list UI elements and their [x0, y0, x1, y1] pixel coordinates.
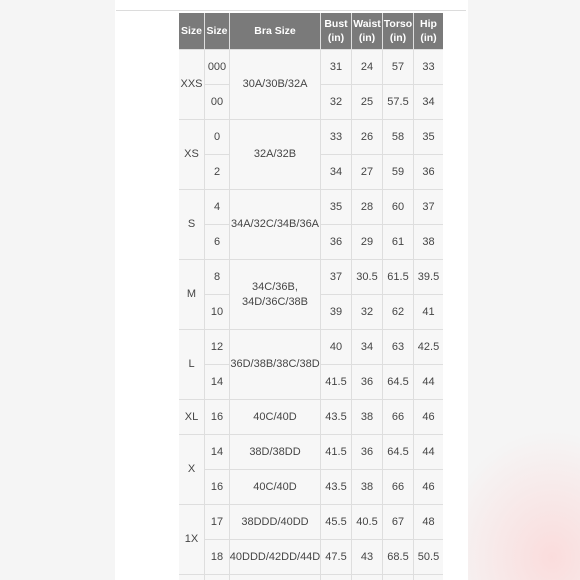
- waist-value: 26: [360, 130, 374, 143]
- bust-value: 36: [329, 235, 343, 248]
- hip-cell: [414, 540, 443, 574]
- torso-value: 61.5: [387, 270, 409, 283]
- bust-value: 43.5: [325, 480, 347, 493]
- size-letter: XXS: [180, 78, 203, 91]
- size-number: 14: [210, 375, 224, 388]
- size-letter-cell: [179, 330, 204, 399]
- column-header-size-letter: [179, 13, 204, 49]
- hip-cell: [414, 505, 443, 539]
- hip-value: 42.5: [417, 340, 440, 353]
- bust-value: 41.5: [325, 445, 347, 458]
- torso-value: 66: [391, 410, 405, 423]
- size-letter-cell: [179, 260, 204, 329]
- column-header-unit: (in): [389, 32, 407, 44]
- waist-value: 32: [360, 305, 374, 318]
- column-header-line: Bra Size: [254, 24, 296, 37]
- torso-value: 61: [391, 235, 405, 248]
- bra-size: 38DDD/40DD: [241, 515, 309, 528]
- size-number: 10: [210, 305, 224, 318]
- size-letter-cell: [179, 190, 204, 259]
- size-letter: 1X: [184, 533, 199, 546]
- torso-value: 59: [391, 165, 405, 178]
- hip-value: 41: [422, 305, 435, 318]
- waist-cell: [352, 260, 382, 294]
- waist-value: 29: [360, 235, 374, 248]
- column-header-text: [353, 17, 381, 45]
- waist-value: 30.5: [356, 270, 378, 283]
- waist-cell: [352, 365, 382, 399]
- torso-cell: [383, 505, 413, 539]
- column-header-unit: (in): [327, 32, 345, 44]
- torso-value: 60: [391, 200, 405, 213]
- bra-size-cell: [230, 330, 320, 399]
- bust-cell: [321, 260, 351, 294]
- torso-cell: [383, 120, 413, 154]
- torso-cell: [383, 295, 413, 329]
- hip-value: 50.5: [417, 550, 440, 563]
- hip-value: 34: [422, 95, 435, 108]
- size-number: 12: [210, 340, 224, 353]
- bust-cell: [321, 505, 351, 539]
- hip-cell: [414, 435, 443, 469]
- waist-value: 36: [360, 375, 374, 388]
- size-letter-cell: [179, 50, 204, 119]
- size-number-cell: [205, 50, 229, 84]
- size-number-cell: [205, 470, 229, 504]
- torso-value: 64.5: [387, 375, 409, 388]
- bust-value: 43.5: [325, 410, 347, 423]
- torso-cell: [383, 435, 413, 469]
- waist-value: 43: [360, 550, 374, 563]
- size-letter: L: [188, 358, 195, 371]
- size-number-cell: [205, 400, 229, 434]
- size-number-cell: [205, 505, 229, 539]
- column-header-hip: [414, 13, 443, 49]
- hip-cell: [414, 225, 443, 259]
- torso-cell: [383, 400, 413, 434]
- bust-cell: [321, 225, 351, 259]
- column-header-line: Waist: [353, 17, 381, 30]
- column-header-size-number: [205, 13, 229, 49]
- hip-value: 35: [422, 130, 435, 143]
- hip-value: 46: [422, 410, 435, 423]
- hip-value: 38: [422, 235, 435, 248]
- size-number-cell: [205, 225, 229, 259]
- torso-cell: [383, 50, 413, 84]
- bust-value: 40: [329, 340, 343, 353]
- table-row-partial: [205, 575, 229, 580]
- waist-value: 28: [360, 200, 374, 213]
- torso-cell: [383, 260, 413, 294]
- size-number-cell: [205, 85, 229, 119]
- size-number-cell: [205, 365, 229, 399]
- table-row-partial: [321, 575, 351, 580]
- size-number: 4: [213, 200, 221, 213]
- table-row-partial: [230, 575, 320, 580]
- size-letter-cell: [179, 120, 204, 189]
- torso-value: 58: [391, 130, 405, 143]
- bra-size-cell: [230, 435, 320, 469]
- hip-cell: [414, 400, 443, 434]
- hip-cell: [414, 50, 443, 84]
- size-number: 2: [213, 165, 221, 178]
- size-number: 8: [213, 270, 221, 283]
- bra-size: 40DDD/42DD/44D: [229, 550, 321, 563]
- bust-value: 47.5: [325, 550, 347, 563]
- left-margin: [0, 0, 115, 580]
- bra-size: 34C/36B, 34D/36C/38B: [241, 280, 309, 308]
- torso-value: 57: [391, 60, 405, 73]
- waist-value: 40.5: [356, 515, 378, 528]
- bra-size-cell: [230, 190, 320, 259]
- table-row-partial: [179, 575, 204, 580]
- size-chart-table: [179, 13, 443, 580]
- torso-cell: [383, 330, 413, 364]
- column-header-waist: [352, 13, 382, 49]
- table-row-partial: [414, 575, 443, 580]
- waist-cell: [352, 50, 382, 84]
- bust-cell: [321, 435, 351, 469]
- bust-value: 34: [329, 165, 343, 178]
- column-header-torso: [383, 13, 413, 49]
- torso-cell: [383, 155, 413, 189]
- bra-size: 40C/40D: [253, 480, 297, 493]
- bust-cell: [321, 365, 351, 399]
- torso-value: 66: [391, 480, 405, 493]
- bust-cell: [321, 85, 351, 119]
- table-row-partial: [352, 575, 382, 580]
- bust-cell: [321, 540, 351, 574]
- column-header-line: Hip: [420, 17, 437, 30]
- bra-size-cell: [230, 505, 320, 539]
- waist-value: 25: [360, 95, 374, 108]
- hip-cell: [414, 260, 443, 294]
- bra-size-cell: [230, 470, 320, 504]
- waist-cell: [352, 295, 382, 329]
- column-header-line: Bust: [324, 17, 348, 30]
- column-header-unit: (in): [358, 32, 376, 44]
- waist-cell: [352, 435, 382, 469]
- torso-value: 68.5: [387, 550, 409, 563]
- bust-cell: [321, 190, 351, 224]
- bra-size-cell: [230, 50, 320, 119]
- hip-value: 33: [422, 60, 435, 73]
- bra-size: 30A/30B/32A: [242, 78, 308, 91]
- bust-cell: [321, 330, 351, 364]
- torso-value: 57.5: [387, 95, 409, 108]
- size-letter: X: [187, 463, 196, 476]
- column-header-text: [254, 24, 295, 38]
- bra-size-cell: [230, 120, 320, 189]
- waist-value: 38: [360, 410, 374, 423]
- hip-value: 44: [422, 375, 435, 388]
- bust-cell: [321, 155, 351, 189]
- bust-value: 33: [329, 130, 343, 143]
- waist-value: 27: [360, 165, 374, 178]
- size-letter: M: [186, 288, 197, 301]
- torso-cell: [383, 540, 413, 574]
- waist-cell: [352, 225, 382, 259]
- hip-value: 37: [422, 200, 435, 213]
- table-row-partial: [383, 575, 413, 580]
- size-letter-cell: [179, 400, 204, 434]
- bra-size: 34A/32C/34B/36A: [230, 218, 320, 231]
- waist-cell: [352, 540, 382, 574]
- torso-value: 67: [391, 515, 405, 528]
- waist-cell: [352, 330, 382, 364]
- torso-cell: [383, 365, 413, 399]
- size-letter: XS: [184, 148, 199, 161]
- hip-value: 44: [422, 445, 435, 458]
- hip-cell: [414, 120, 443, 154]
- bra-size: 32A/32B: [253, 148, 297, 161]
- size-letter: S: [187, 218, 196, 231]
- size-number-cell: [205, 260, 229, 294]
- waist-value: 34: [360, 340, 374, 353]
- hip-value: 48: [422, 515, 435, 528]
- bust-value: 45.5: [325, 515, 347, 528]
- bra-size: 40C/40D: [253, 410, 297, 423]
- size-number: 18: [210, 550, 224, 563]
- bust-value: 31: [329, 60, 343, 73]
- torso-cell: [383, 225, 413, 259]
- column-header-line: Torso: [383, 17, 413, 30]
- top-divider: [116, 10, 466, 11]
- hip-cell: [414, 155, 443, 189]
- bust-cell: [321, 470, 351, 504]
- torso-cell: [383, 85, 413, 119]
- hip-cell: [414, 365, 443, 399]
- hip-cell: [414, 295, 443, 329]
- size-number-cell: [205, 330, 229, 364]
- size-number-cell: [205, 120, 229, 154]
- column-header-bra-size: [230, 13, 320, 49]
- column-header-line: Size: [206, 24, 228, 37]
- bra-size: 38D/38DD: [249, 445, 301, 458]
- column-header-text: [324, 17, 347, 45]
- hip-cell: [414, 330, 443, 364]
- size-number: 00: [210, 95, 224, 108]
- size-number: 17: [210, 515, 224, 528]
- waist-cell: [352, 470, 382, 504]
- bust-cell: [321, 400, 351, 434]
- size-number: 16: [210, 410, 224, 423]
- torso-value: 63: [391, 340, 405, 353]
- size-number-cell: [205, 190, 229, 224]
- bust-cell: [321, 295, 351, 329]
- waist-value: 38: [360, 480, 374, 493]
- hip-cell: [414, 190, 443, 224]
- size-number: 16: [210, 480, 224, 493]
- bust-value: 41.5: [325, 375, 347, 388]
- column-header-line: Size: [180, 24, 202, 37]
- size-number: 14: [210, 445, 224, 458]
- column-header-text: [181, 24, 202, 38]
- hip-value: 36: [422, 165, 435, 178]
- bra-size: 36D/38B/38C/38D: [230, 358, 320, 371]
- size-number-cell: [205, 295, 229, 329]
- hip-value: 39.5: [417, 270, 440, 283]
- bust-cell: [321, 50, 351, 84]
- size-letter-cell: [179, 435, 204, 504]
- torso-value: 62: [391, 305, 405, 318]
- bust-value: 39: [329, 305, 343, 318]
- size-letter: XL: [184, 410, 199, 423]
- hip-cell: [414, 85, 443, 119]
- bra-size-cell: [230, 260, 320, 329]
- size-number: 6: [213, 235, 221, 248]
- bust-value: 35: [329, 200, 343, 213]
- size-letter-cell: [179, 505, 204, 574]
- column-header-text: [420, 17, 437, 45]
- waist-cell: [352, 155, 382, 189]
- waist-cell: [352, 190, 382, 224]
- column-header-text: [206, 24, 227, 38]
- hip-value: 46: [422, 480, 435, 493]
- size-number-cell: [205, 540, 229, 574]
- waist-cell: [352, 85, 382, 119]
- size-number: 0: [213, 130, 221, 143]
- column-header-text: [384, 17, 412, 45]
- bust-value: 32: [329, 95, 343, 108]
- waist-value: 24: [360, 60, 374, 73]
- size-number-cell: [205, 435, 229, 469]
- waist-cell: [352, 400, 382, 434]
- waist-cell: [352, 505, 382, 539]
- bra-size-cell: [230, 540, 320, 574]
- torso-cell: [383, 470, 413, 504]
- torso-value: 64.5: [387, 445, 409, 458]
- bra-size-cell: [230, 400, 320, 434]
- column-header-bust: [321, 13, 351, 49]
- size-number-cell: [205, 155, 229, 189]
- bust-cell: [321, 120, 351, 154]
- column-header-unit: (in): [420, 32, 437, 44]
- size-number: 000: [207, 60, 227, 73]
- torso-cell: [383, 190, 413, 224]
- hip-cell: [414, 470, 443, 504]
- bust-value: 37: [329, 270, 343, 283]
- waist-value: 36: [360, 445, 374, 458]
- waist-cell: [352, 120, 382, 154]
